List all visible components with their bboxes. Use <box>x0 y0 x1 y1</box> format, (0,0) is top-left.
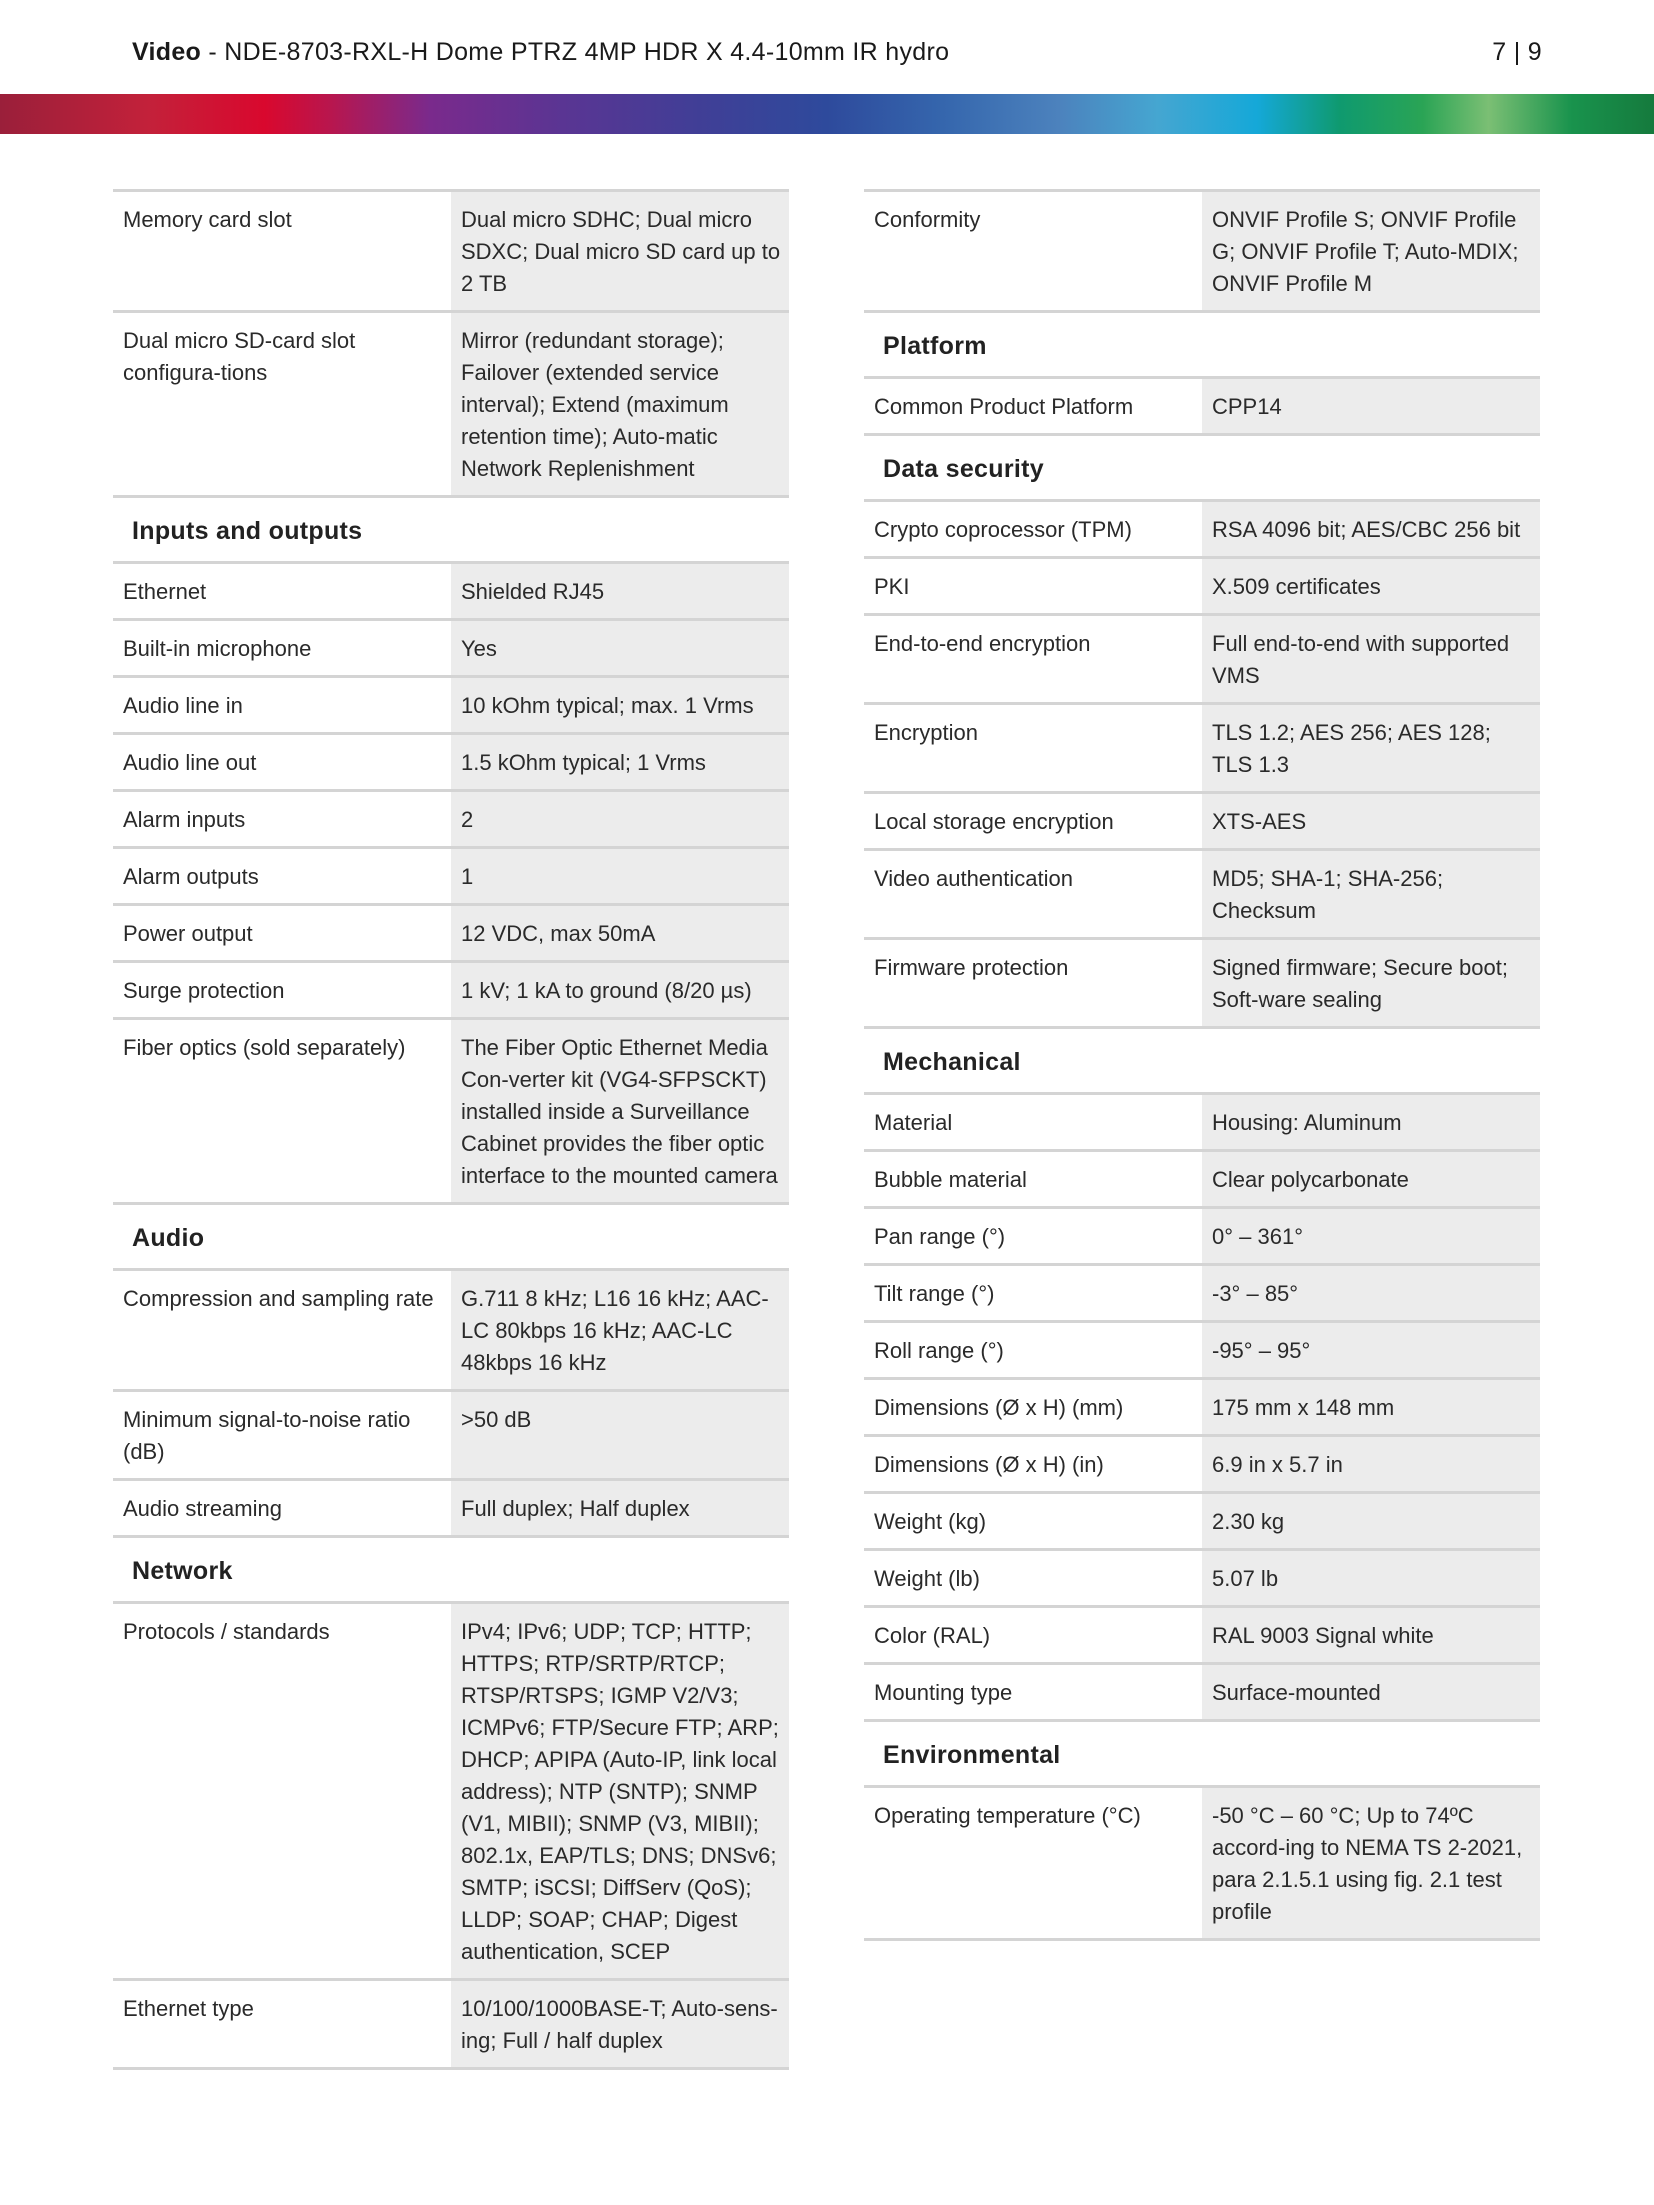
spec-row <box>864 613 1540 702</box>
spec-label: Compression and sampling rate <box>123 1286 434 1311</box>
spec-value: 6.9 in x 5.7 in <box>1202 1437 1540 1491</box>
section-heading-inputs-and-outputs: Inputs and outputs <box>113 495 789 561</box>
spec-value: Signed firmware; Secure boot; Soft-ware sealing <box>1202 940 1540 1026</box>
spec-row <box>113 1268 789 1389</box>
spec-value: 10 kOhm typical; max. 1 Vrms <box>451 678 789 732</box>
document-category: Video <box>132 37 202 66</box>
spec-value: CPP14 <box>1202 379 1540 433</box>
spec-label: Fiber optics (sold separately) <box>123 1035 406 1060</box>
spec-value: Dual micro SDHC; Dual micro SDXC; Dual micro SD card up to 2 TB <box>451 192 789 310</box>
spec-value: 175 mm x 148 mm <box>1202 1380 1540 1434</box>
spec-row <box>864 189 1540 310</box>
spec-label: Ethernet type <box>123 1996 254 2021</box>
spec-label: Video authentication <box>874 866 1073 891</box>
spec-row <box>864 1206 1540 1263</box>
spec-row <box>113 1601 789 1978</box>
page-header <box>132 34 1542 70</box>
spec-label: Dimensions (Ø x H) (in) <box>874 1452 1104 1477</box>
spec-label: Minimum signal-to-noise ratio (dB) <box>123 1407 411 1464</box>
spec-label: Alarm outputs <box>123 864 259 889</box>
spec-row <box>864 1548 1540 1605</box>
spec-value: 5.07 lb <box>1202 1551 1540 1605</box>
spec-row <box>113 903 789 960</box>
spec-value: MD5; SHA-1; SHA-256; Checksum <box>1202 851 1540 937</box>
spec-label: Built-in microphone <box>123 636 312 661</box>
spec-row <box>113 1978 789 2070</box>
spec-value: 10/100/1000BASE-T; Auto-sens-ing; Full / half duplex <box>451 1981 789 2067</box>
spec-label: Ethernet <box>123 579 207 604</box>
spec-row <box>864 1149 1540 1206</box>
spec-value: X.509 certificates <box>1202 559 1540 613</box>
spec-value: RSA 4096 bit; AES/CBC 256 bit <box>1202 502 1540 556</box>
spec-row <box>113 189 789 310</box>
spec-label: Roll range (°) <box>874 1338 1004 1363</box>
spec-label: Weight (kg) <box>874 1509 987 1534</box>
spec-value: RAL 9003 Signal white <box>1202 1608 1540 1662</box>
spec-row <box>864 1434 1540 1491</box>
spec-row <box>864 848 1540 937</box>
spec-label: Conformity <box>874 207 981 232</box>
spec-value: Yes <box>451 621 789 675</box>
spec-label: Protocols / standards <box>123 1619 330 1644</box>
spec-row <box>864 1092 1540 1149</box>
spec-label: Dimensions (Ø x H) (mm) <box>874 1395 1124 1420</box>
product-title: - NDE-8703-RXL-H Dome PTRZ 4MP HDR X 4.4-10mm IR hydro <box>201 37 950 66</box>
spec-value: ONVIF Profile S; ONVIF Profile G; ONVIF Profile T; Auto-MDIX; ONVIF Profile M <box>1202 192 1540 310</box>
spec-label: Operating temperature (°C) <box>874 1803 1141 1828</box>
spec-value: >50 dB <box>451 1392 789 1478</box>
spec-label: Common Product Platform <box>874 394 1134 419</box>
spec-value: -3° – 85° <box>1202 1266 1540 1320</box>
spec-row <box>113 1017 789 1202</box>
spec-label: Weight (lb) <box>874 1566 980 1591</box>
spec-row <box>864 1491 1540 1548</box>
spec-table-left <box>113 189 789 2070</box>
spec-label: Bubble material <box>874 1167 1027 1192</box>
spec-value: 1 kV; 1 kA to ground (8/20 µs) <box>451 963 789 1017</box>
spec-row <box>864 376 1540 433</box>
spec-row <box>113 846 789 903</box>
spec-row <box>113 960 789 1017</box>
spec-row <box>864 1785 1540 1941</box>
spec-row <box>864 556 1540 613</box>
section-heading-environmental: Environmental <box>864 1719 1540 1785</box>
spec-label: Audio line in <box>123 693 243 718</box>
spec-row <box>113 732 789 789</box>
spec-value: 1 <box>451 849 789 903</box>
spec-value: 1.5 kOhm typical; 1 Vrms <box>451 735 789 789</box>
spec-row <box>864 702 1540 791</box>
spec-label: Alarm inputs <box>123 807 246 832</box>
spec-row <box>864 1605 1540 1662</box>
section-heading-platform: Platform <box>864 310 1540 376</box>
spec-label: Mounting type <box>874 1680 1013 1705</box>
spec-label: End-to-end encryption <box>874 631 1091 656</box>
section-heading-network: Network <box>113 1535 789 1601</box>
spec-label: PKI <box>874 574 910 599</box>
spec-row <box>864 791 1540 848</box>
spec-row <box>113 675 789 732</box>
spec-row <box>113 1389 789 1478</box>
spec-label: Material <box>874 1110 953 1135</box>
spec-value: TLS 1.2; AES 256; AES 128; TLS 1.3 <box>1202 705 1540 791</box>
spec-label: Color (RAL) <box>874 1623 991 1648</box>
spec-value: 2.30 kg <box>1202 1494 1540 1548</box>
spec-label: Surge protection <box>123 978 285 1003</box>
spec-row <box>113 561 789 618</box>
spec-label: Dual micro SD-card slot configura-tions <box>123 328 356 385</box>
spec-value: G.711 8 kHz; L16 16 kHz; AAC-LC 80kbps 16 kHz; AAC-LC 48kbps 16 kHz <box>451 1271 789 1389</box>
spec-row <box>113 618 789 675</box>
spec-table-right <box>864 189 1540 1941</box>
spec-row <box>864 1320 1540 1377</box>
spec-label: Pan range (°) <box>874 1224 1006 1249</box>
spec-value: 2 <box>451 792 789 846</box>
color-band <box>0 94 1654 134</box>
spec-label: Local storage encryption <box>874 809 1114 834</box>
page-number: 7 | 9 <box>1492 37 1542 66</box>
spec-row <box>113 310 789 495</box>
spec-value: Clear polycarbonate <box>1202 1152 1540 1206</box>
section-heading-mechanical: Mechanical <box>864 1026 1540 1092</box>
spec-row <box>864 937 1540 1026</box>
spec-label: Firmware protection <box>874 955 1069 980</box>
spec-value: -50 °C – 60 °C; Up to 74ºC accord-ing to NEMA TS 2-2021, para 2.1.5.1 using fig. 2.1 test profile <box>1202 1788 1540 1938</box>
spec-value: IPv4; IPv6; UDP; TCP; HTTP; HTTPS; RTP/SRTP/RTCP; RTSP/RTSPS; IGMP V2/V3; ICMPv6; FTP/Secure FTP; ARP; DHCP; APIPA (Auto-IP, link local address); NTP (SNTP); SNMP (V1, MIBII); SNMP (V3, MIBII); 802.1x, EAP/TLS; DNS; DNSv6; SMTP; iSCSI; DiffServ (QoS); LLDP; SOAP; CHAP; Digest authentication, SCEP <box>451 1604 789 1978</box>
spec-row <box>864 1377 1540 1434</box>
spec-label: Tilt range (°) <box>874 1281 995 1306</box>
spec-label: Audio streaming <box>123 1496 282 1521</box>
spec-row <box>113 789 789 846</box>
spec-label: Power output <box>123 921 253 946</box>
spec-value: Full duplex; Half duplex <box>451 1481 789 1535</box>
section-heading-data-security: Data security <box>864 433 1540 499</box>
spec-value: Mirror (redundant storage); Failover (extended service interval); Extend (maximum retention time); Auto-matic Network Replenishment <box>451 313 789 495</box>
spec-row <box>864 1263 1540 1320</box>
spec-value: The Fiber Optic Ethernet Media Con-verter kit (VG4-SFPSCKT) installed inside a Surveillance Cabinet provides the fiber optic interface to the mounted camera <box>451 1020 789 1202</box>
spec-label: Crypto coprocessor (TPM) <box>874 517 1132 542</box>
spec-value: Surface-mounted <box>1202 1665 1540 1719</box>
spec-row <box>864 1662 1540 1719</box>
spec-row <box>864 499 1540 556</box>
section-heading-audio: Audio <box>113 1202 789 1268</box>
spec-value: -95° – 95° <box>1202 1323 1540 1377</box>
spec-value: 0° – 361° <box>1202 1209 1540 1263</box>
spec-row <box>113 1478 789 1535</box>
spec-label: Memory card slot <box>123 207 292 232</box>
spec-label: Audio line out <box>123 750 257 775</box>
spec-value: XTS-AES <box>1202 794 1540 848</box>
spec-label: Encryption <box>874 720 978 745</box>
spec-value: Full end-to-end with supported VMS <box>1202 616 1540 702</box>
spec-value: 12 VDC, max 50mA <box>451 906 789 960</box>
spec-value: Shielded RJ45 <box>451 564 789 618</box>
spec-value: Housing: Aluminum <box>1202 1095 1540 1149</box>
document-title <box>132 38 949 67</box>
